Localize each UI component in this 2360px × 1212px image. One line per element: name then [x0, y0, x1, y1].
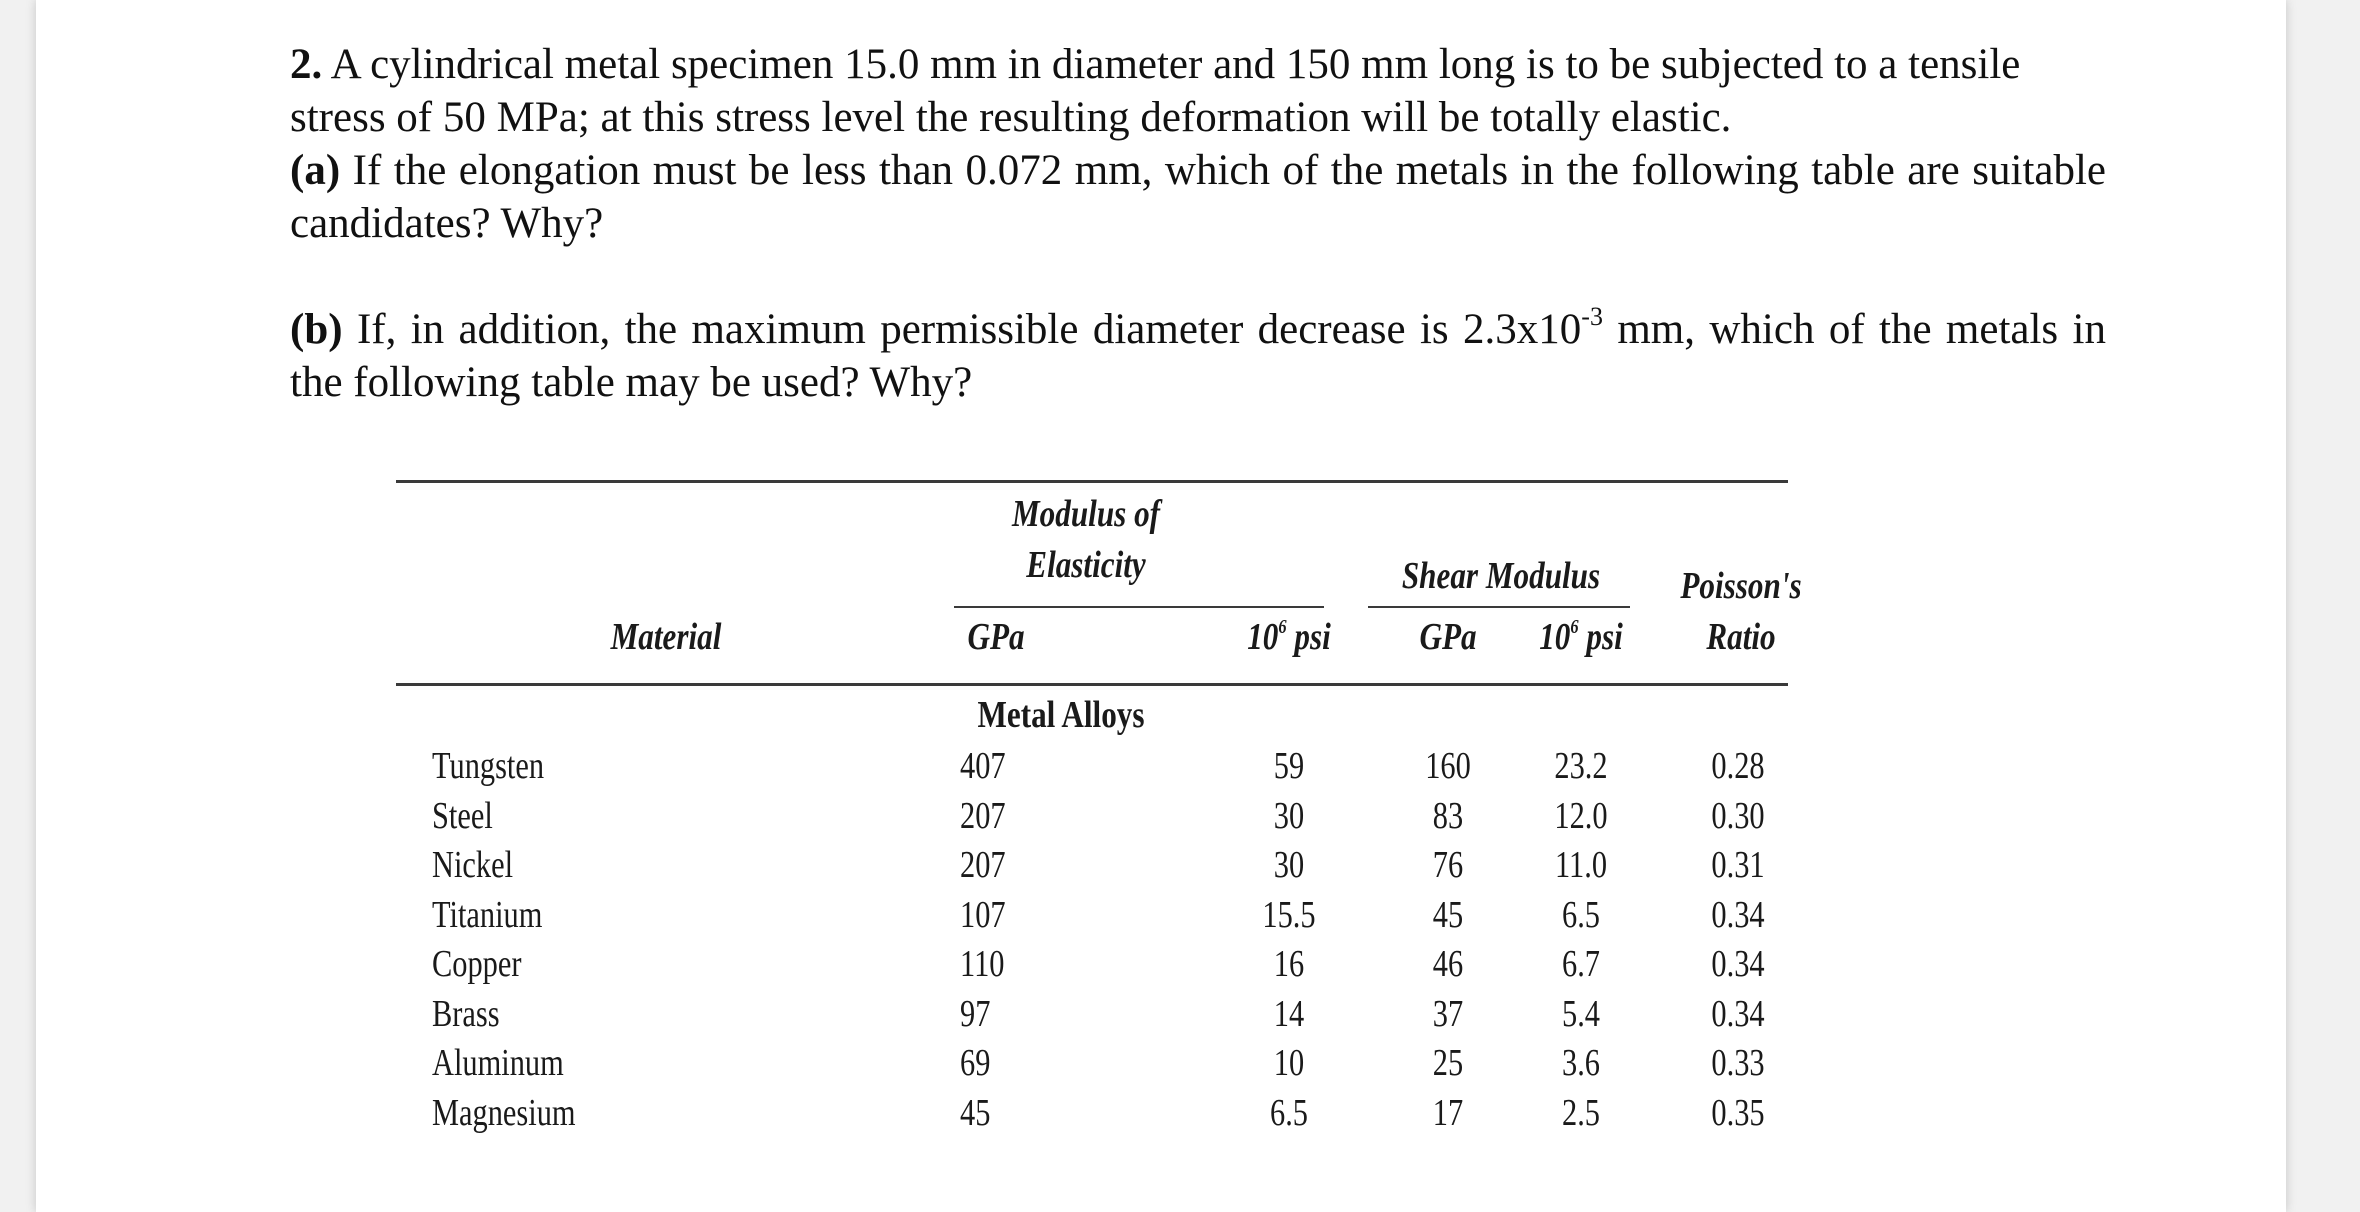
- material-cell: Brass: [432, 992, 500, 1035]
- elastic-psi-cell: 30: [1273, 794, 1305, 837]
- shear-gpa-cell: 37: [1432, 992, 1464, 1035]
- header-material: Material: [610, 616, 722, 658]
- elastic-psi-cell: 10: [1273, 1042, 1305, 1084]
- elastic-psi-cell: 6.5: [1270, 1091, 1308, 1134]
- shear-gpa-cell: 76: [1432, 844, 1464, 886]
- question-part-a: [290, 144, 2106, 250]
- table-row: [396, 841, 1788, 891]
- header-g-psi: $10^6$ psi: [1539, 616, 1623, 658]
- elastic-psi-cell: 16: [1273, 943, 1305, 985]
- shear-psi-cell: 11.0: [1554, 844, 1608, 886]
- shear-gpa-cell: 160: [1425, 745, 1471, 787]
- elastic-gpa-cell: 207: [960, 794, 1006, 837]
- table-top-rule: [396, 480, 1788, 483]
- shear-gpa-cell: 46: [1432, 943, 1464, 985]
- elastic-gpa-cell: 107: [960, 893, 1006, 936]
- table-body: [396, 742, 1788, 1138]
- table-row: [396, 940, 1788, 990]
- material-cell: Magnesium: [432, 1091, 576, 1134]
- shear-gpa-cell: 25: [1432, 1042, 1464, 1084]
- header-g-gpa: GPa: [1419, 616, 1477, 658]
- shear-psi-cell: 5.4: [1562, 992, 1600, 1035]
- poisson-cell: 0.31: [1711, 844, 1765, 886]
- question-intro-text: A cylindrical metal specimen 15.0 mm in diameter and 150 mm long is to be subjected to a tensile stress of 50 MPa; at this stress level the resulting deformation will be totally elastic.: [290, 41, 2021, 141]
- table-row: [396, 990, 1788, 1040]
- elastic-gpa-cell: 45: [960, 1091, 991, 1134]
- section-metal-alloys: Metal Alloys: [977, 694, 1145, 736]
- question-intro: [290, 38, 2106, 144]
- header-e-gpa: GPa: [967, 616, 1025, 658]
- shear-group-rule: [1368, 606, 1630, 608]
- table-row: [396, 891, 1788, 941]
- elastic-gpa-cell: 97: [960, 992, 991, 1035]
- part-a-label: (a): [290, 147, 341, 194]
- elastic-psi-cell: 30: [1273, 844, 1305, 886]
- material-cell: Nickel: [432, 844, 514, 886]
- elastic-psi-cell: 15.5: [1262, 893, 1316, 936]
- shear-gpa-cell: 45: [1432, 893, 1464, 936]
- shear-psi-cell: 6.5: [1562, 893, 1600, 936]
- part-a-text: If the elongation must be less than 0.072 mm, which of the metals in the following table are suitable candidates? Why?: [290, 147, 2107, 247]
- poisson-cell: 0.33: [1711, 1042, 1765, 1084]
- part-b-label: (b): [290, 306, 343, 353]
- shear-psi-cell: 12.0: [1554, 794, 1608, 837]
- question-part-b: [290, 303, 2106, 409]
- material-cell: Copper: [432, 943, 522, 985]
- header-bottom-rule: [396, 683, 1788, 686]
- part-b-exponent: -3: [1581, 302, 1603, 331]
- poisson-cell: 0.34: [1711, 992, 1765, 1035]
- header-e-psi: $10^6$ psi: [1247, 616, 1331, 658]
- table-row: [396, 1039, 1788, 1089]
- document-page: [36, 0, 2286, 1212]
- elastic-gpa-cell: 407: [960, 745, 1006, 787]
- shear-psi-cell: 23.2: [1554, 745, 1608, 787]
- table-row: [396, 792, 1788, 842]
- elastic-gpa-cell: 207: [960, 844, 1006, 886]
- header-poisson-line2: Ratio: [1706, 616, 1776, 658]
- shear-psi-cell: 6.7: [1562, 943, 1600, 985]
- shear-gpa-cell: 83: [1432, 794, 1464, 837]
- poisson-cell: 0.34: [1711, 893, 1765, 936]
- modulus-group-rule: [954, 606, 1324, 608]
- material-properties-table: [396, 480, 1802, 1160]
- material-cell: Tungsten: [432, 745, 545, 787]
- table-row: [396, 742, 1788, 792]
- poisson-cell: 0.30: [1711, 794, 1765, 837]
- shear-gpa-cell: 17: [1432, 1091, 1464, 1134]
- material-cell: Titanium: [432, 893, 543, 936]
- material-cell: Steel: [432, 794, 493, 837]
- material-cell: Aluminum: [432, 1042, 564, 1084]
- question-block: [290, 38, 2106, 409]
- header-modulus-line1: Modulus of: [1011, 493, 1161, 535]
- elastic-gpa-cell: 110: [960, 943, 1005, 985]
- poisson-cell: 0.34: [1711, 943, 1765, 985]
- part-b-text-before: If, in addition, the maximum permissible diameter decrease is 2.3x10: [356, 306, 1582, 353]
- shear-psi-cell: 2.5: [1562, 1091, 1600, 1134]
- part-b-text-after: mm, which of the metals in the following table may be used? Why?: [290, 306, 2106, 406]
- shear-psi-cell: 3.6: [1562, 1042, 1600, 1084]
- question-number: 2.: [290, 41, 323, 88]
- poisson-cell: 0.35: [1711, 1091, 1765, 1134]
- poisson-cell: 0.28: [1711, 745, 1765, 787]
- elastic-gpa-cell: 69: [960, 1042, 991, 1084]
- elastic-psi-cell: 14: [1273, 992, 1305, 1035]
- header-shear-modulus: Shear Modulus: [1401, 555, 1601, 597]
- elastic-psi-cell: 59: [1273, 745, 1305, 787]
- header-modulus-line2: Elasticity: [1026, 544, 1146, 586]
- header-poisson-line1: Poisson's: [1680, 565, 1802, 607]
- table-row: [396, 1089, 1788, 1139]
